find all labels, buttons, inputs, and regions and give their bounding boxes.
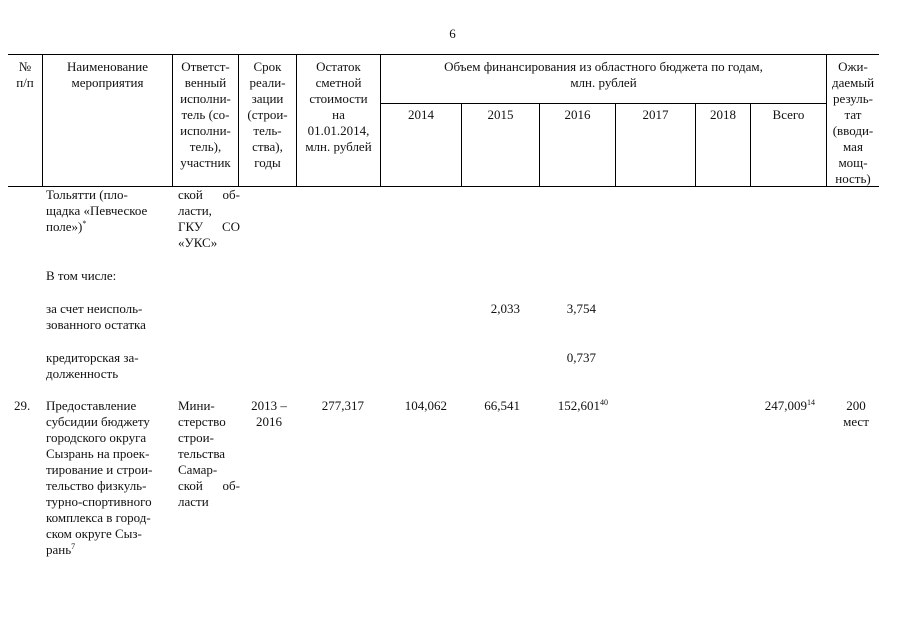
continued-name: Тольятти (пло- щадка «Певческое поле»)* — [46, 187, 148, 234]
header-year-2018: 2018 — [710, 107, 736, 122]
header-year-2014: 2014 — [408, 107, 434, 122]
sub1-2015: 2,033 — [490, 301, 520, 316]
row29-2016: 152,601$^{40}$ — [557, 398, 608, 413]
page-number: 6 — [449, 26, 456, 41]
header-term: Срок реали- зации (строи- тель- ства), годы — [247, 59, 288, 170]
row29-term: 2013 – 2016 — [251, 398, 287, 429]
row29-executor: Мини- стерство строи- тельства Самар- ской об- ласти — [178, 398, 240, 509]
header-name: Наименование мероприятия — [67, 59, 148, 90]
sub2-2016: 0,737 — [566, 350, 596, 365]
including-label: В том числе: — [46, 268, 117, 283]
row29-total: 247,009$^{14}$ — [764, 398, 815, 413]
footnote-mark: * — [82, 219, 87, 228]
header-year-2016: 2016 — [564, 107, 591, 122]
sub1-2016: 3,754 — [566, 301, 596, 316]
row29-name: Предоставление субсидии бюджету городского округа Сызрань на проек- тирование и строи- тельство физкуль- турно-спортивного комплекса в город- ском округе Сыз- рань$^7$ — [46, 398, 153, 557]
row29-number: 29. — [14, 398, 31, 413]
row29-result: 200 мест — [843, 398, 869, 429]
sub1-name: за счет неисполь- зованного остатка — [46, 301, 146, 332]
row29-2014: 104,062 — [404, 398, 447, 413]
header-year-2015: 2015 — [487, 107, 514, 122]
header-total: Всего — [772, 107, 805, 122]
header-executor: Ответст- венный исполни- тель (со- исполни- тель), участник — [180, 59, 231, 170]
row29-2015: 66,541 — [484, 398, 520, 413]
header-year-2017: 2017 — [642, 107, 669, 122]
header-result: Ожи- даемый резуль- тат (вводи- мая мощ- ность) — [831, 59, 875, 186]
table-header — [8, 54, 879, 187]
footnote-mark: 7 — [71, 542, 76, 551]
header-no: № п/п — [16, 59, 34, 90]
sub2-name: кредиторская за- долженность — [46, 350, 139, 381]
header-rest: Остаток сметной стоимости на 01.01.2014, млн. рублей — [305, 59, 372, 154]
header-rule — [380, 103, 826, 104]
continued-executor: ской об- ласти, ГКУ СО «УКС» — [178, 187, 240, 250]
footnote-mark: 14 — [807, 398, 815, 407]
footnote-mark: 40 — [600, 398, 608, 407]
header-funding: Объем финансирования из областного бюджета по годам, млн. рублей — [444, 59, 763, 90]
row29-rest: 277,317 — [321, 398, 364, 413]
